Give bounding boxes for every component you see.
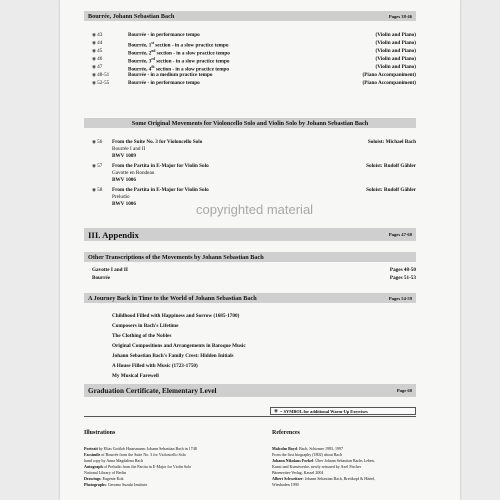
credit-text: : Über Johann Sebastian Bachs Leben, xyxy=(313,458,375,463)
track-title-sup: th xyxy=(151,65,155,69)
cd-icon: ◉ xyxy=(92,64,98,69)
track-title: Bourrée - in performance tempo xyxy=(128,80,200,86)
credit-label: Facsimile xyxy=(84,452,101,457)
credit-label: Malcolm Boyd xyxy=(272,446,297,451)
track-row xyxy=(92,80,416,86)
track-row xyxy=(92,32,416,38)
track-number xyxy=(92,32,128,38)
section-title: Graduation Certificate, Elementary Level xyxy=(88,386,217,395)
track-title: Bourrée - in a medium practice tempo xyxy=(128,72,213,78)
movement-row xyxy=(92,187,416,193)
credit-line xyxy=(84,470,126,475)
credit-text: : Gerrano Suzuki Institute xyxy=(105,482,148,487)
bwv-number: BWV 1006 xyxy=(112,177,136,183)
credit-line xyxy=(272,470,323,475)
movement-title: From the Partita in E-Major for Violin Solo xyxy=(112,163,209,169)
list-item: The Clothing of the Nobles xyxy=(112,333,172,339)
track-instrumentation: (Violin and Piano) xyxy=(375,40,416,46)
track-instrumentation: (Violin and Piano) xyxy=(375,48,416,54)
track-number xyxy=(92,163,112,169)
credit-label: Portrait xyxy=(84,446,98,451)
track-number-text: 48-51 xyxy=(97,72,110,78)
cd-icon: ◉ xyxy=(92,80,98,85)
track-instrumentation: (Piano Accompaniment) xyxy=(362,72,416,78)
credit-text: From the first biography (1802) about Bach xyxy=(272,452,342,457)
credit-label: Albert Schweitzer xyxy=(272,476,303,481)
track-title-part: Bourrée, 4 xyxy=(128,66,152,73)
section-bar-other-transcriptions xyxy=(84,252,416,262)
list-item xyxy=(92,275,416,281)
item-title: Gavotte I and II xyxy=(92,267,128,273)
item-pages: Pages 51-53 xyxy=(389,275,416,281)
section-pages: Pages 54-59 xyxy=(388,295,412,301)
symbol-legend-text: = SYMBOL for additional Warm-Up Exercises xyxy=(280,408,368,414)
list-item: A House Filled with Music (1723-1750) xyxy=(112,363,198,369)
track-number xyxy=(92,187,112,193)
cd-icon: ◉ xyxy=(92,40,98,45)
list-item: Johann Sebastian Bach's Family Crest: Hidden Initials xyxy=(112,353,234,359)
watermark: copyrighted material xyxy=(196,202,314,217)
section-bar-appendix xyxy=(84,228,416,241)
cd-icon: ◉ xyxy=(92,72,98,77)
track-instrumentation: (Violin and Piano) xyxy=(375,56,416,62)
section-title: A Journey Back in Time to the World of Johann Sebastian Bach xyxy=(88,294,257,302)
credit-text: : Johann Sebastian Bach, Breitkopf & Härtel, xyxy=(302,476,376,481)
track-number-text: 46 xyxy=(97,56,103,62)
credit-text: Kunst und Kunstwerke, newly reissued by Axel Fischer xyxy=(272,464,362,469)
section-bar-journey xyxy=(84,293,416,303)
section-title: Other Transcriptions of the Movements by Johann Sebastian Bach xyxy=(88,253,264,261)
track-row xyxy=(92,72,416,78)
credit-text: : Eugenie Kok xyxy=(100,476,124,481)
credit-line xyxy=(84,482,147,487)
credit-line xyxy=(84,452,186,457)
credit-line xyxy=(84,464,191,469)
credit-line xyxy=(272,464,361,469)
section-pages: Page 60 xyxy=(396,388,412,393)
section-pages: Pages 38-46 xyxy=(388,13,412,19)
bwv-number: BWV 1009 xyxy=(112,153,136,159)
credit-text: National Library of Berlin xyxy=(84,470,127,475)
track-number xyxy=(92,72,128,78)
cd-icon: ◉ xyxy=(274,408,279,413)
movement-row xyxy=(92,139,416,145)
list-item: My Musical Farewell xyxy=(112,373,159,379)
track-title-part: section - in a slow practice tempo xyxy=(153,42,229,49)
section-title: Some Original Movements for Violoncello Solo and Violin Solo by Johann Sebastian Bach xyxy=(131,119,369,127)
credit-label: Autograph xyxy=(84,464,103,469)
cd-icon: ◉ xyxy=(92,56,98,61)
cd-icon: ◉ xyxy=(92,139,98,144)
credit-line xyxy=(84,476,124,481)
soloist: Soloist: Rudolf Gähler xyxy=(366,187,416,193)
track-number-text: 52-55 xyxy=(97,80,110,86)
section-bar-original-movements xyxy=(84,118,416,128)
track-instrumentation: (Violin and Piano) xyxy=(375,32,416,38)
track-number-text: 57 xyxy=(97,163,103,169)
credit-text: of Preludio from the Partita in E-Major for Violin Solo xyxy=(102,464,192,469)
section-title: Bourrée, Johann Sebastian Bach xyxy=(88,12,175,20)
credit-line xyxy=(272,446,343,451)
item-pages: Pages 48-50 xyxy=(389,267,416,273)
track-number-text: 43 xyxy=(97,32,103,38)
symbol-legend xyxy=(270,407,416,415)
track-title-sup: st xyxy=(151,41,154,45)
track-title-sup: rd xyxy=(151,57,155,61)
list-item xyxy=(92,267,416,273)
track-title-part: section - in a slow practice tempo xyxy=(155,50,230,57)
credit-text: by Elias Gottlob Haussmann: Johann Sebastian Bach in 1748 xyxy=(97,446,197,451)
movement-name: Gavotte en Rondeau xyxy=(112,170,155,176)
movement-title: From the Partita in E-Major for Violin Solo xyxy=(112,187,209,193)
track-number xyxy=(92,139,112,145)
section-bar-bourree xyxy=(84,11,416,21)
track-title-sup: nd xyxy=(151,49,156,53)
bwv-number: BWV 1006 xyxy=(112,201,136,207)
section-bar-graduation xyxy=(84,384,416,397)
track-instrumentation: (Violin and Piano) xyxy=(375,64,416,70)
track-number-text: 47 xyxy=(97,64,103,70)
credit-line xyxy=(84,458,143,463)
section-pages: Pages 47-60 xyxy=(388,232,412,237)
cd-icon: ◉ xyxy=(92,48,98,53)
credit-text: Wiesbaden 1990 xyxy=(272,482,299,487)
credit-line xyxy=(84,446,197,451)
credit-line xyxy=(272,482,299,487)
soloist: Soloist: Rudolf Gähler xyxy=(366,163,416,169)
track-number xyxy=(92,80,128,86)
track-instrumentation: (Piano Accompaniment) xyxy=(362,80,416,86)
credit-text: of Bourrée from the Suite No. 3 for Violoncello Solo xyxy=(100,452,186,457)
credit-text: hand copy by Anna Magdalena Bach xyxy=(84,458,143,463)
track-number-text: 45 xyxy=(97,48,103,54)
soloist: Soloist: Michael Bach xyxy=(367,139,416,145)
credit-line xyxy=(272,458,375,463)
track-number-text: 44 xyxy=(97,40,103,46)
illustrations-heading: Illustrations xyxy=(84,430,116,436)
references-heading: References xyxy=(272,430,300,436)
cd-icon: ◉ xyxy=(92,163,98,168)
movement-title: From the Suite No. 3 for Violoncello Solo xyxy=(112,139,203,145)
list-item: Composers in Bach's Lifetime xyxy=(112,323,179,329)
list-item: Original Compositions and Arrangements in Baroque Music xyxy=(112,343,246,349)
divider xyxy=(84,416,416,417)
track-number-text: 58 xyxy=(97,187,103,193)
credit-text: : Bach, Schirmer 1983, 1997 xyxy=(297,446,343,451)
item-title: Bourrée xyxy=(92,275,111,281)
credit-label: Drawings xyxy=(84,476,101,481)
movement-name: Bourrée I and II xyxy=(112,146,146,152)
track-title-part: Bourrée, 2 xyxy=(128,50,152,57)
credit-label: Photographs xyxy=(84,482,106,487)
track-title: Bourrée - in performance tempo xyxy=(128,32,200,38)
movement-name: Preludio xyxy=(112,194,130,200)
track-number-text: 56 xyxy=(97,139,103,145)
credit-line xyxy=(272,476,375,481)
track-title-part: Bourrée, 1 xyxy=(128,42,152,49)
movement-row xyxy=(92,163,416,169)
track-title-part: section - in a slow practice tempo xyxy=(154,58,230,65)
credit-label: Johann Nikolaus Forkel xyxy=(272,458,314,463)
cd-icon: ◉ xyxy=(92,32,98,37)
track-title-part: Bourrée, 3 xyxy=(128,58,152,65)
cd-icon: ◉ xyxy=(92,187,98,192)
track-title-part: section - in a slow practice tempo xyxy=(154,66,230,73)
credit-text: Bärenreiter-Verlag, Kassel 2004 xyxy=(272,470,324,475)
section-title: III. Appendix xyxy=(88,229,139,240)
credit-line xyxy=(272,452,342,457)
list-item: Childhood Filled with Happiness and Sorrow (1685-1700) xyxy=(112,313,240,319)
